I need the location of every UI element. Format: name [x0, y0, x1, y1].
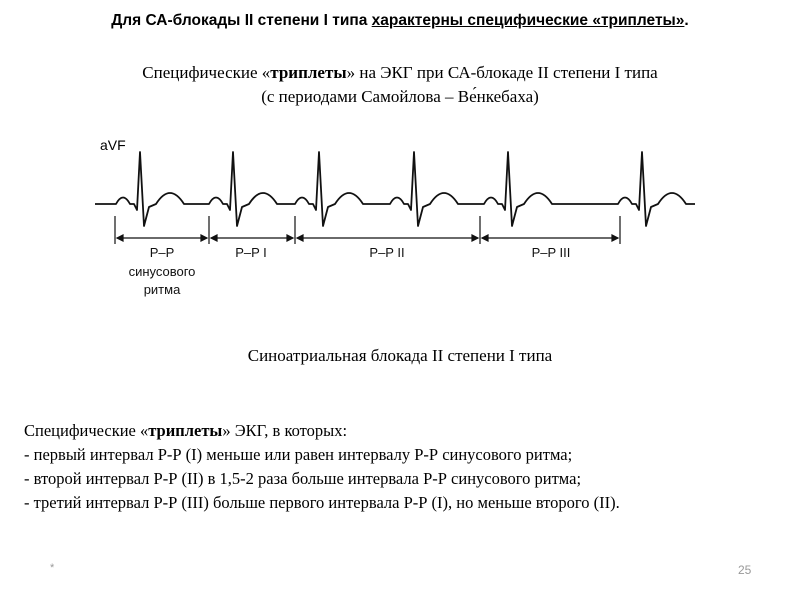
ecg-figure	[95, 112, 715, 320]
label-pp-2: P–P II	[369, 245, 405, 260]
description-intro	[24, 419, 620, 443]
label-pp-sinus: P–P	[149, 245, 175, 260]
intro-bold: триплеты	[148, 421, 223, 440]
ecg-subtitle-line1	[0, 63, 800, 83]
page-number: 25	[738, 563, 752, 577]
heading-underlined: характерны специфические «триплеты»	[371, 12, 685, 29]
slide-heading	[0, 12, 800, 30]
intro-pre: Специфические «	[24, 421, 149, 440]
description-item-3: - третий интервал Р-Р (III) больше первого интервала Р-Р (I), но меньше второго (II).	[24, 493, 620, 512]
intro-post: » ЭКГ, в которых:	[222, 421, 348, 440]
interval-arrows	[117, 235, 618, 241]
label-pp-3: P–P III	[531, 245, 571, 260]
figure-caption: Синоатриальная блокада II степени I типа	[247, 346, 553, 365]
subtitle-post: » на ЭКГ при СА-блокаде II степени I типа	[346, 63, 658, 82]
description-item-1: - первый интервал Р-Р (I) меньше или равен интервалу Р-Р синусового ритма;	[24, 445, 573, 464]
label-pp-1: P–P I	[235, 245, 267, 260]
footer-star: *	[50, 562, 55, 574]
subtitle-pre: Специфические «	[142, 63, 271, 82]
heading-part1: Для СА-блокады II степени I типа	[111, 12, 372, 29]
description-item-2: - второй интервал Р-Р (II) в 1,5-2 раза больше интервала Р-Р синусового ритма;	[24, 469, 582, 488]
ecg-lead-label: aVF	[100, 137, 126, 153]
label-sinus-line1: синусового	[128, 264, 196, 279]
ecg-subtitle-line2: (с периодами Самойлова – Ве́нкебаха)	[261, 87, 539, 106]
triplet-description	[24, 419, 620, 515]
label-sinus-line2: ритма	[143, 282, 181, 297]
ecg-trace	[95, 152, 695, 226]
heading-period: .	[684, 12, 689, 29]
interval-markers	[115, 216, 620, 244]
subtitle-bold: триплеты	[270, 63, 347, 82]
